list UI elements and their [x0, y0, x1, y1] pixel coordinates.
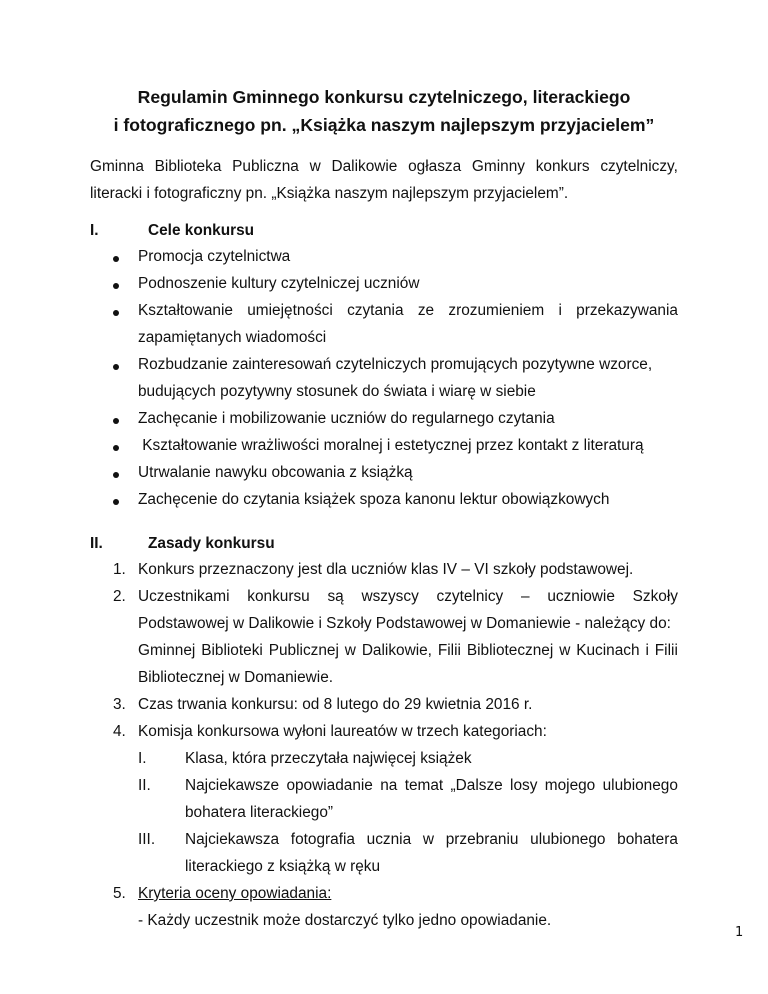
bullet-icon [113, 499, 119, 505]
category-number: I. [138, 750, 147, 767]
title-line-2: i fotograficznego pn. „Książka naszym najlepszym przyjacielem” [113, 115, 655, 135]
category-number: III. [138, 831, 156, 848]
category-item [185, 777, 678, 795]
rule-item-continuation: Podstawowej w Dalikowie i Szkoły Podstawowej w Domaniewie - należący do: [138, 615, 671, 632]
word: Publicznej [268, 642, 339, 659]
word: Publiczna [232, 158, 299, 175]
section-2-number: II. [90, 535, 103, 552]
word: bohatera [617, 831, 678, 848]
word: i [645, 642, 649, 659]
word: temat [404, 777, 444, 794]
word: konkurs [535, 158, 590, 175]
bullet-icon [113, 445, 119, 451]
word: są [327, 588, 344, 605]
word: w [309, 158, 321, 175]
goal-item: Promocja czytelnictwa [138, 248, 291, 265]
word: uczniowie [547, 588, 615, 605]
word: Szkoły [632, 588, 678, 605]
word: i [558, 302, 562, 319]
goal-item: Utrwalanie nawyku obcowania z książką [138, 464, 413, 481]
word: losy [510, 777, 538, 794]
word: opowiadanie [286, 777, 373, 794]
rule-item-continuation: Bibliotecznej w Domaniewie. [138, 669, 334, 686]
word: Kucinach [576, 642, 640, 659]
word: Filii [437, 642, 461, 659]
section-2-heading: Zasady konkursu [148, 535, 275, 552]
word: fotografia [290, 831, 355, 848]
goal-item-continuation: budujących pozytywny stosunek do świata i wiarę w siebie [138, 383, 536, 400]
bullet-icon [113, 256, 119, 262]
page-number: 1 [735, 925, 744, 940]
word: „Dalsze [450, 777, 503, 794]
rule-number: 3. [113, 696, 126, 713]
word: przebraniu [445, 831, 519, 848]
bullet-icon [113, 418, 119, 424]
word: Biblioteki [201, 642, 263, 659]
rule-item-continuation: - Każdy uczestnik może dostarczyć tylko jedno opowiadanie. [138, 912, 552, 929]
rule-item-continuation [138, 642, 678, 660]
intro-line-2: literacki i fotograficzny pn. „Książka naszym najlepszym przyjacielem”. [90, 185, 569, 202]
category-item: Klasa, która przeczytała najwięcej książek [185, 750, 472, 767]
word: Kształtowanie [138, 302, 233, 319]
section-1-heading: Cele konkursu [148, 222, 255, 239]
word: w [422, 831, 434, 848]
rule-item [138, 588, 678, 606]
section-1-number: I. [90, 222, 99, 239]
category-number: II. [138, 777, 151, 794]
word: konkursu [247, 588, 310, 605]
category-item-continuation: literackiego z książką w ręku [185, 858, 381, 875]
goal-item: Podnoszenie kultury czytelniczej uczniów [138, 275, 420, 292]
goal-item [138, 302, 678, 320]
goal-item: Zachęcenie do czytania książek spoza kanonu lektur obowiązkowych [138, 491, 610, 508]
category-item-continuation: bohatera literackiego” [185, 804, 334, 821]
goal-item-continuation: zapamiętanych wiadomości [138, 329, 327, 346]
word: Gminnej [138, 642, 196, 659]
word: Uczestnikami [138, 588, 230, 605]
word: czytelniczy, [600, 158, 678, 175]
rule-number: 2. [113, 588, 126, 605]
word: Gminny [471, 158, 525, 175]
word: zrozumieniem [448, 302, 545, 319]
word: umiejętności [247, 302, 333, 319]
word: – [521, 588, 530, 605]
goal-item: Kształtowanie wrażliwości moralnej i estetycznej przez kontakt z literaturą [138, 437, 644, 454]
word: mojego [544, 777, 596, 794]
rule-number: 1. [113, 561, 126, 578]
word: Dalikowie [331, 158, 398, 175]
word: Bibliotecznej [466, 642, 554, 659]
word: przekazywania [576, 302, 678, 319]
word: ulubionego [602, 777, 678, 794]
rule-item: Kryteria oceny opowiadania: [138, 885, 332, 902]
word: Najciekawsza [185, 831, 280, 848]
word: ulubionego [530, 831, 606, 848]
word: w [344, 642, 356, 659]
word: Biblioteka [154, 158, 222, 175]
intro-line-1 [90, 158, 678, 176]
rule-number: 5. [113, 885, 126, 902]
word: czytelnicy [436, 588, 504, 605]
rule-number: 4. [113, 723, 126, 740]
word: wszyscy [361, 588, 419, 605]
bullet-icon [113, 364, 119, 370]
word: ucznia [366, 831, 412, 848]
word: ogłasza [408, 158, 462, 175]
bullet-icon [113, 283, 119, 289]
goal-item: Zachęcanie i mobilizowanie uczniów do regularnego czytania [138, 410, 555, 427]
rule-item: Konkurs przeznaczony jest dla uczniów klas IV – VI szkoły podstawowej. [138, 561, 634, 578]
word: Najciekawsze [185, 777, 280, 794]
bullet-icon [113, 472, 119, 478]
rule-item: Czas trwania konkursu: od 8 lutego do 29 kwietnia 2016 r. [138, 696, 533, 713]
word: w [559, 642, 571, 659]
category-item [185, 831, 678, 849]
word: na [380, 777, 398, 794]
word: ze [417, 302, 435, 319]
bullet-icon [113, 310, 119, 316]
word: Gminna [90, 158, 144, 175]
word: czytania [347, 302, 404, 319]
title-line-1: Regulamin Gminnego konkursu czytelniczego, literackiego [137, 87, 631, 107]
rule-item: Komisja konkursowa wyłoni laureatów w trzech kategoriach: [138, 723, 547, 740]
word: Dalikowie, [361, 642, 432, 659]
goal-item: Rozbudzanie zainteresowań czytelniczych promujących pozytywne wzorce, [138, 356, 653, 373]
word: Filii [654, 642, 678, 659]
